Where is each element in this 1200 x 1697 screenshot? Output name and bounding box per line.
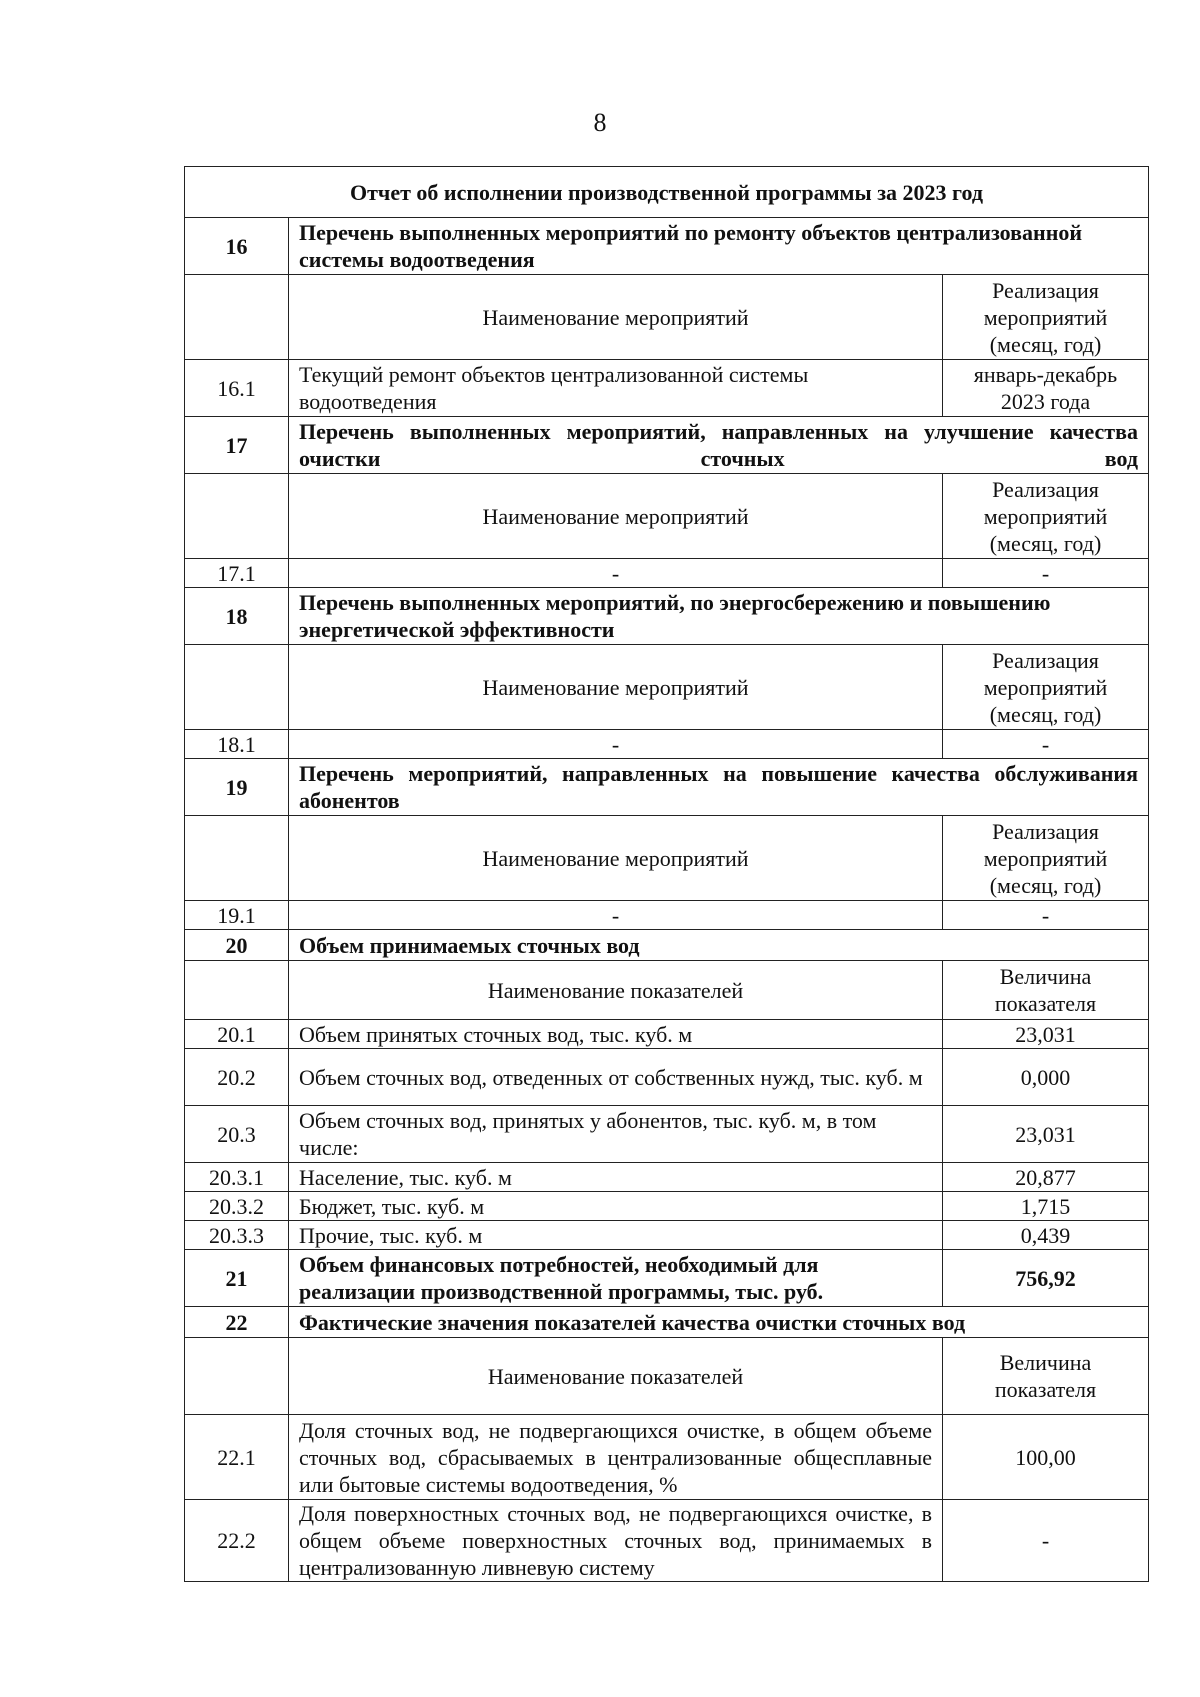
table-row	[185, 1192, 1149, 1221]
section-number: 22	[185, 1307, 289, 1338]
empty-cell	[185, 275, 289, 360]
section-title: Перечень выполненных мероприятий, направленных на улучшение качества очистки сточных вод	[289, 417, 1149, 474]
row-number: 20.3.1	[185, 1163, 289, 1192]
column-header-name: Наименование показателей	[289, 961, 943, 1020]
section-row	[185, 588, 1149, 645]
empty-cell	[185, 645, 289, 730]
column-header-name: Наименование показателей	[289, 1338, 943, 1415]
empty-cell	[185, 1338, 289, 1415]
table-title-row	[185, 167, 1149, 218]
column-header-name: Наименование мероприятий	[289, 816, 943, 901]
table-row	[185, 1106, 1149, 1163]
column-header-row	[185, 275, 1149, 360]
page-number: 8	[593, 108, 607, 137]
row-text: -	[289, 730, 943, 759]
section-row	[185, 1307, 1149, 1338]
section-number: 16	[185, 218, 289, 275]
row-value: 20,877	[943, 1163, 1149, 1192]
empty-cell	[185, 474, 289, 559]
row-number: 17.1	[185, 559, 289, 588]
table-row	[185, 1415, 1149, 1500]
row-text: Текущий ремонт объектов централизованной системы водоотведения	[289, 360, 943, 417]
row-value: -	[943, 559, 1149, 588]
column-header-value: Реализация мероприятий (месяц, год)	[943, 275, 1149, 360]
row-text: Объем сточных вод, отведенных от собственных нужд, тыс. куб. м	[289, 1049, 943, 1106]
row-number: 18.1	[185, 730, 289, 759]
row-value: 23,031	[943, 1106, 1149, 1163]
row-value: 756,92	[943, 1250, 1149, 1307]
column-header-value: Величина показателя	[943, 1338, 1149, 1415]
table-row	[185, 1020, 1149, 1049]
row-value: 0,439	[943, 1221, 1149, 1250]
section-number: 21	[185, 1250, 289, 1307]
column-header-row	[185, 1338, 1149, 1415]
row-value: -	[943, 730, 1149, 759]
section-row	[185, 218, 1149, 275]
table-row	[185, 1163, 1149, 1192]
column-header-name: Наименование мероприятий	[289, 645, 943, 730]
report-title: Отчет об исполнении производственной программы за 2023 год	[185, 167, 1149, 218]
section-row	[185, 417, 1149, 474]
table-row	[185, 1500, 1149, 1582]
section-number: 18	[185, 588, 289, 645]
column-header-row	[185, 645, 1149, 730]
row-number: 20.3.2	[185, 1192, 289, 1221]
row-number: 22.1	[185, 1415, 289, 1500]
column-header-value: Реализация мероприятий (месяц, год)	[943, 474, 1149, 559]
section-title: Объем принимаемых сточных вод	[289, 930, 1149, 961]
row-value: -	[943, 1500, 1149, 1582]
table-row	[185, 559, 1149, 588]
row-text: Доля поверхностных сточных вод, не подвергающихся очистке, в общем объеме поверхностных сточных вод, принимаемых в централизованную ливневую систему	[289, 1500, 943, 1582]
column-header-value: Величина показателя	[943, 961, 1149, 1020]
table-row	[185, 1049, 1149, 1106]
row-number: 22.2	[185, 1500, 289, 1582]
section-title: Перечень выполненных мероприятий по ремонту объектов централизованной системы водоотведения	[289, 218, 1149, 275]
row-text: Доля сточных вод, не подвергающихся очистке, в общем объеме сточных вод, сбрасываемых в централизованные общесплавные или бытовые системы водоотведения, %	[289, 1415, 943, 1500]
section-title: Фактические значения показателей качества очистки сточных вод	[289, 1307, 1149, 1338]
row-text: Бюджет, тыс. куб. м	[289, 1192, 943, 1221]
row-value: -	[943, 901, 1149, 930]
row-number: 20.2	[185, 1049, 289, 1106]
row-number: 19.1	[185, 901, 289, 930]
column-header-value: Реализация мероприятий (месяц, год)	[943, 645, 1149, 730]
row-text: Прочие, тыс. куб. м	[289, 1221, 943, 1250]
row-number: 16.1	[185, 360, 289, 417]
row-text: Объем сточных вод, принятых у абонентов, тыс. куб. м, в том числе:	[289, 1106, 943, 1163]
table-row	[185, 1221, 1149, 1250]
report-table	[184, 166, 1149, 1582]
row-value: 100,00	[943, 1415, 1149, 1500]
section-row	[185, 759, 1149, 816]
column-header-value: Реализация мероприятий (месяц, год)	[943, 816, 1149, 901]
column-header-name: Наименование мероприятий	[289, 474, 943, 559]
row-text: -	[289, 901, 943, 930]
section-title: Объем финансовых потребностей, необходимый для реализации производственной программы, тыс. руб.	[289, 1250, 943, 1307]
row-number: 20.3	[185, 1106, 289, 1163]
table-row	[185, 360, 1149, 417]
row-text: Объем принятых сточных вод, тыс. куб. м	[289, 1020, 943, 1049]
section-title: Перечень мероприятий, направленных на повышение качества обслуживания абонентов	[289, 759, 1149, 816]
section-row	[185, 1250, 1149, 1307]
section-number: 17	[185, 417, 289, 474]
column-header-name: Наименование мероприятий	[289, 275, 943, 360]
column-header-row	[185, 816, 1149, 901]
row-value: 1,715	[943, 1192, 1149, 1221]
row-value: 0,000	[943, 1049, 1149, 1106]
empty-cell	[185, 961, 289, 1020]
section-number: 19	[185, 759, 289, 816]
section-title: Перечень выполненных мероприятий, по энергосбережению и повышению энергетической эффективности	[289, 588, 1149, 645]
row-text: -	[289, 559, 943, 588]
empty-cell	[185, 816, 289, 901]
table-row	[185, 730, 1149, 759]
row-value: январь-декабрь 2023 года	[943, 360, 1149, 417]
column-header-row	[185, 961, 1149, 1020]
row-number: 20.1	[185, 1020, 289, 1049]
section-number: 20	[185, 930, 289, 961]
row-value: 23,031	[943, 1020, 1149, 1049]
row-text: Население, тыс. куб. м	[289, 1163, 943, 1192]
table-row	[185, 901, 1149, 930]
row-number: 20.3.3	[185, 1221, 289, 1250]
column-header-row	[185, 474, 1149, 559]
section-row	[185, 930, 1149, 961]
